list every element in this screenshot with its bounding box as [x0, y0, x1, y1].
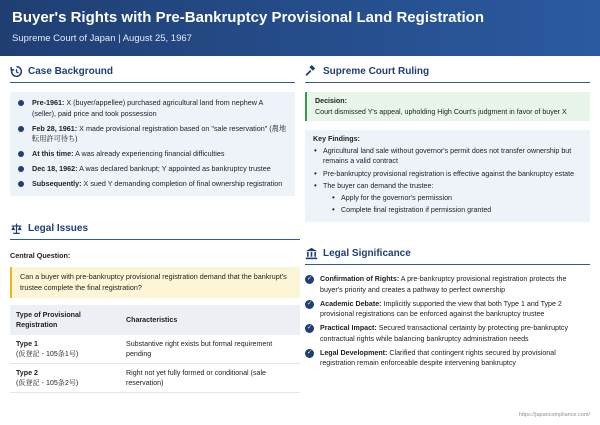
- history-icon: [10, 65, 23, 78]
- item-label: At this time:: [32, 149, 74, 158]
- item-text: A was already experiencing financial difficulties: [73, 149, 225, 158]
- case-background-title: Case Background: [28, 65, 114, 77]
- item-label: Subsequently:: [32, 179, 82, 188]
- type-code: (仮登記 - 105条1号): [16, 350, 79, 358]
- bullet-icon: [18, 100, 24, 106]
- courthouse-icon: [305, 247, 318, 260]
- key-findings-box: [305, 130, 590, 222]
- item-label: Legal Development:: [320, 348, 388, 357]
- page-title: Buyer's Rights with Pre-Bankruptcy Provisional Land Registration: [12, 9, 484, 26]
- column-header: Type of Provisional Registration: [10, 305, 120, 335]
- item-label: Feb 28, 1961:: [32, 123, 78, 133]
- table-cell: Substantive right exists but formal requirement pending: [120, 335, 300, 364]
- case-background-heading: [10, 63, 295, 79]
- item-label: Academic Debate:: [320, 299, 382, 308]
- list-item: • Complete final registration if permission granted: [331, 205, 582, 215]
- significance-heading: [305, 245, 590, 261]
- ruling-heading: [305, 63, 590, 79]
- item-text: Implicitly supported the view that both Type 1 and Type 2 provisional registrations can be enforced against the bankruptcy trustee: [320, 299, 562, 318]
- type-name: Type 1: [16, 340, 38, 348]
- bullet-icon: [18, 166, 24, 172]
- list-item: [305, 348, 590, 369]
- bullet-icon: [18, 151, 24, 157]
- registration-types-table: [10, 305, 300, 393]
- item-text: X made provisional registration based on "sale reservation" (農地転用許可待ち): [32, 123, 287, 143]
- list-item: • Apply for the governor's permission: [331, 193, 582, 203]
- list-item: [305, 323, 590, 344]
- item-text: The buyer can demand the trustee:: [323, 182, 434, 190]
- list-item: [305, 299, 590, 320]
- list-item: [305, 274, 590, 295]
- bullet-icon: [18, 126, 24, 132]
- divider: [10, 82, 295, 83]
- table-header-row: [10, 305, 300, 335]
- case-background-section: [10, 63, 295, 196]
- divider: [305, 82, 590, 83]
- key-findings-title: Key Findings:: [313, 135, 360, 143]
- ruling-section: [305, 63, 590, 222]
- decision-label: Decision:: [315, 97, 347, 105]
- scale-icon: [10, 222, 23, 235]
- key-findings-list: [313, 146, 582, 215]
- central-question-box: Can a buyer with pre-bankruptcy provisional registration demand that the bankrupt's trustee complete the final registration?: [10, 267, 300, 298]
- item-text: A pre-bankruptcy provisional registration protects the buyer's priority and creates a pathway to perfect ownership: [320, 275, 567, 294]
- list-item: [18, 179, 287, 190]
- table-cell: Right not yet fully formed or conditional (sale reservation): [120, 364, 300, 393]
- page-header: [0, 0, 600, 56]
- list-item: [18, 164, 287, 175]
- column-header: Characteristics: [120, 305, 300, 335]
- legal-issues-heading: [10, 220, 300, 236]
- sub-findings-list: [323, 193, 582, 215]
- item-label: Confirmation of Rights:: [320, 275, 400, 283]
- page-subtitle: Supreme Court of Japan | August 25, 1967: [12, 33, 192, 44]
- divider: [10, 239, 300, 240]
- case-background-box: [10, 92, 295, 196]
- item-label: Pre-1961:: [32, 98, 65, 107]
- bullet-icon: [18, 181, 24, 187]
- decision-box: [305, 92, 590, 121]
- list-item: [313, 181, 582, 215]
- item-text: Secured transactional certainty by protecting pre-bankruptcy contractual rights while balancing bankruptcy administration needs: [320, 324, 569, 343]
- legal-issues-section: [10, 220, 300, 393]
- legal-issues-title: Legal Issues: [28, 222, 89, 234]
- table-row: [10, 335, 300, 364]
- check-icon: ✓: [306, 325, 313, 331]
- list-item: [18, 149, 287, 160]
- list-item: • Pre-bankruptcy provisional registration is effective against the bankruptcy estate: [313, 169, 582, 179]
- decision-text: Court dismissed Y's appeal, upholding High Court's judgment in favor of buyer X: [315, 107, 567, 116]
- item-label: Dec 18, 1962:: [32, 164, 78, 173]
- list-item: [18, 124, 287, 145]
- ruling-title: Supreme Court Ruling: [323, 65, 430, 77]
- item-text: X sued Y demanding completion of final ownership registration: [81, 179, 283, 188]
- check-icon: ✓: [306, 276, 313, 282]
- type-name: Type 2: [16, 369, 38, 377]
- divider: [305, 264, 590, 265]
- significance-section: [305, 245, 590, 372]
- item-label: Practical Impact:: [320, 324, 377, 332]
- central-question-label: Central Question:: [10, 251, 71, 260]
- significance-list: [305, 274, 590, 369]
- significance-title: Legal Significance: [323, 247, 411, 259]
- table-cell: [10, 335, 120, 364]
- table-row: [10, 364, 300, 393]
- item-text: A was declared bankrupt; Y appointed as bankruptcy trustee: [77, 164, 271, 173]
- item-text: Clarified that contingent rights secured by provisional registration remain enforceable despite intervening bankruptcy: [320, 348, 556, 367]
- list-item: [18, 98, 287, 119]
- footer-url: https://japancompliance.com/: [518, 412, 590, 418]
- check-icon: ✓: [306, 349, 313, 356]
- gavel-icon: [305, 65, 318, 78]
- list-item: • Agricultural land sale without governor's permit does not transfer ownership but remains a valid contract: [313, 146, 582, 166]
- check-icon: ✓: [306, 300, 313, 307]
- table-cell: [10, 364, 120, 393]
- type-code: (仮登記 - 105条2号): [16, 379, 79, 387]
- item-text: X (buyer/appellee) purchased agricultural land from nephew A (seller), paid price and took possession: [32, 98, 263, 118]
